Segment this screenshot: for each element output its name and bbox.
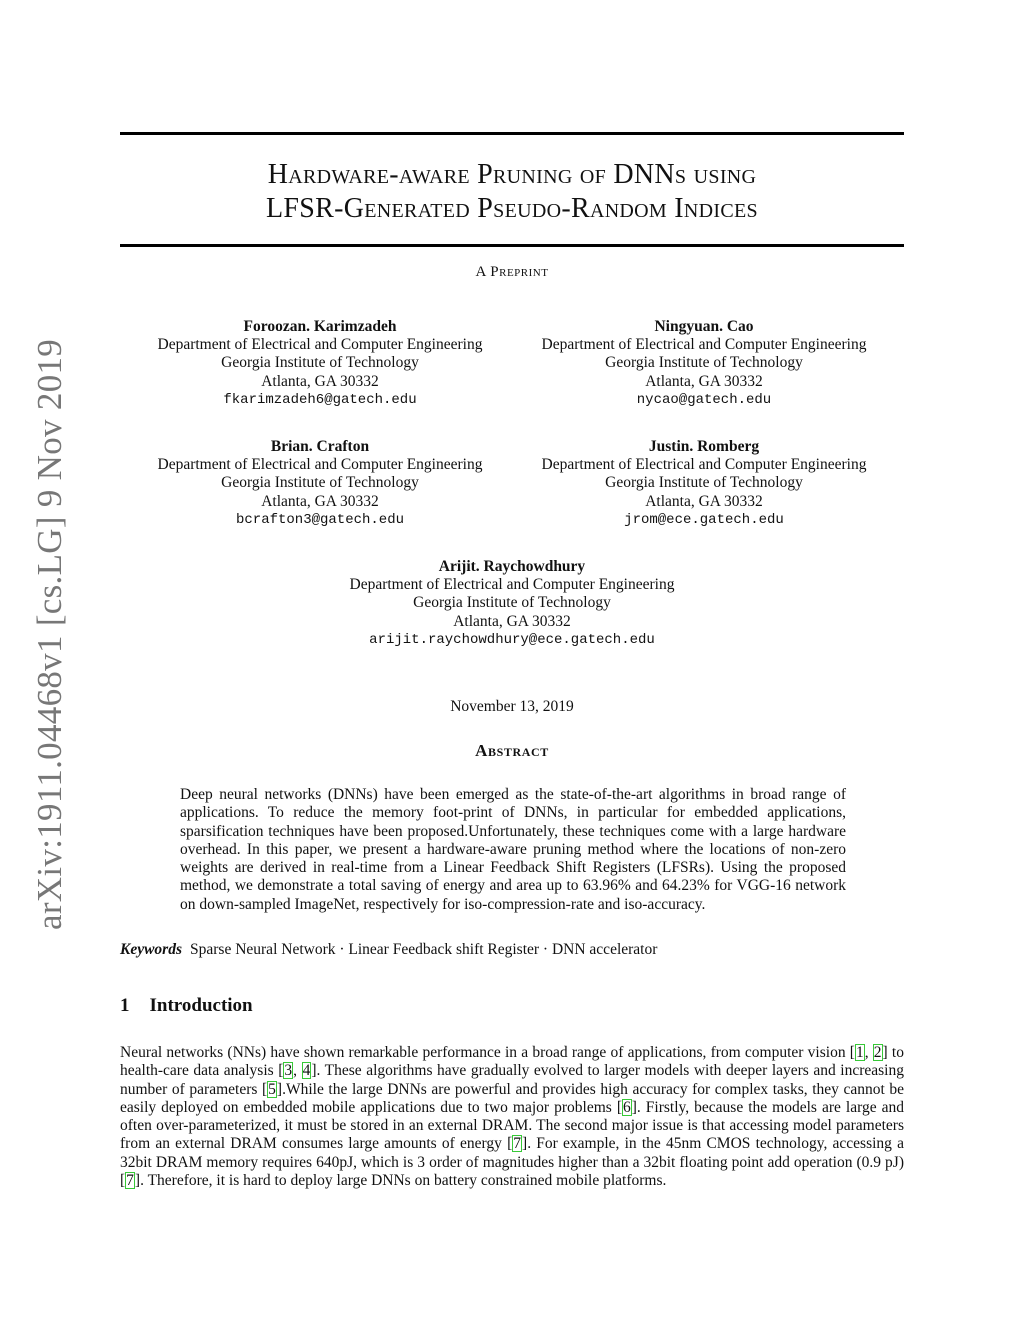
text-run: [ — [278, 1062, 284, 1080]
author-address: Atlanta, GA 30332 — [645, 492, 763, 510]
author-email[interactable]: jrom@ece.gatech.edu — [624, 511, 784, 528]
keywords-label: Keywords — [120, 941, 182, 958]
text-run: . Therefore, it is hard to deploy large DNNs on battery constrained mobile platforms. — [140, 1172, 667, 1190]
author-name: Brian. Crafton — [270, 438, 370, 455]
author-block — [514, 438, 894, 529]
author-department: Department of Electrical and Computer Engineering — [157, 456, 483, 474]
author-department: Department of Electrical and Computer Engineering — [349, 576, 675, 594]
text-run: ] — [522, 1135, 528, 1153]
author-address: Atlanta, GA 30332 — [645, 372, 763, 390]
section-title: Introduction — [149, 995, 253, 1016]
section-number: 1 — [120, 995, 130, 1016]
author-institution: Georgia Institute of Technology — [221, 354, 419, 372]
title-bottom-rule — [120, 244, 904, 247]
text-run: to health-care data analysis — [120, 1044, 904, 1080]
text-run: ] — [631, 1098, 637, 1116]
text-run: ] — [276, 1080, 283, 1098]
text-run: [ — [616, 1098, 622, 1116]
author-department: Department of Electrical and Computer Engineering — [157, 336, 483, 354]
title-top-rule — [120, 132, 904, 135]
preprint-label: A Preprint — [475, 264, 549, 280]
author-name: Ningyuan. Cao — [654, 318, 754, 335]
text-run: [ — [507, 1135, 513, 1153]
arxiv-sidebar-stamp: arXiv:1911.04468v1 [cs.LG] 9 Nov 2019 — [30, 338, 69, 930]
citation-link[interactable]: 7 — [126, 1172, 134, 1190]
author-department: Department of Electrical and Computer Engineering — [541, 456, 867, 474]
publication-date: November 13, 2019 — [450, 698, 574, 715]
author-institution: Georgia Institute of Technology — [605, 474, 803, 492]
introduction-paragraph — [120, 1044, 904, 1190]
author-block — [130, 318, 510, 409]
author-institution: Georgia Institute of Technology — [605, 354, 803, 372]
text-run: [ — [120, 1172, 126, 1190]
text-run: . Firstly, because the models are large and often over-parameterized, it must be stored in an external DRAM. The second major issue is that accessing model parameters from an external DRAM consumes large amounts of energy — [120, 1098, 904, 1153]
author-address: Atlanta, GA 30332 — [261, 372, 379, 390]
author-block — [514, 318, 894, 409]
author-email[interactable]: fkarimzadeh6@gatech.edu — [223, 391, 417, 408]
text-run: . For example, in the 45nm CMOS technology, accessing a 32bit DRAM memory requires 640pJ, which is 3 order of magnitudes higher than a 32bit floating point add operation (0.9 pJ) — [120, 1135, 904, 1171]
citation-link[interactable]: 7 — [513, 1135, 522, 1153]
citation-link[interactable]: 1 — [855, 1044, 864, 1061]
text-run: , — [293, 1062, 302, 1080]
section-heading-introduction — [120, 995, 253, 1017]
text-run: , — [864, 1044, 873, 1061]
text-run: [ — [849, 1044, 855, 1061]
author-email[interactable]: nycao@gatech.edu — [636, 391, 772, 408]
author-address: Atlanta, GA 30332 — [453, 612, 571, 630]
keywords-text: Sparse Neural Network · Linear Feedback shift Register · DNN accelerator — [190, 941, 658, 958]
keywords-line — [120, 941, 904, 959]
author-name: Foroozan. Karimzadeh — [243, 318, 397, 335]
citation-link[interactable]: 3 — [284, 1062, 293, 1080]
author-name: Arijit. Raychowdhury — [438, 558, 586, 575]
author-email[interactable]: bcrafton3@gatech.edu — [235, 511, 405, 528]
abstract-heading: Abstract — [475, 741, 549, 760]
author-address: Atlanta, GA 30332 — [261, 492, 379, 510]
text-run: ] — [311, 1062, 317, 1080]
text-run: ] — [134, 1172, 141, 1190]
citation-link[interactable]: 5 — [268, 1080, 276, 1098]
citation-link[interactable]: 4 — [302, 1062, 311, 1080]
author-institution: Georgia Institute of Technology — [413, 594, 611, 612]
author-department: Department of Electrical and Computer Engineering — [541, 336, 867, 354]
author-institution: Georgia Institute of Technology — [221, 474, 419, 492]
author-name: Justin. Romberg — [648, 438, 760, 455]
citation-link[interactable]: 6 — [622, 1098, 631, 1116]
text-run: [ — [262, 1080, 268, 1098]
text-run: Neural networks (NNs) have shown remarkable performance in a broad range of applications, from computer vision — [120, 1044, 850, 1061]
author-email[interactable]: arijit.raychowdhury@ece.gatech.edu — [369, 631, 655, 648]
abstract-text: Deep neural networks (DNNs) have been emerged as the state-of-the-art algorithms in broad range of applications. To reduce the memory foot-print of DNNs, in particular for embedded applications, sparsification techniques have been proposed.Unfortunately, these techniques come with a large hardware overhead. In this paper, we present a hardware-aware pruning method where the locations of non-zero weights are derived in real-time from a Linear Feedback Shift Registers (LFSRs). Using the proposed method, we demonstrate a total saving of energy and area up to 63.96% and 64.23% for VGG-16 network on down-sampled ImageNet, respectively for iso-compression-rate and iso-accuracy. — [180, 786, 846, 913]
title-line-2: LFSR-Generated Pseudo-Random Indices — [266, 193, 758, 224]
author-block — [322, 558, 702, 649]
text-run: .While the large DNNs are powerful and provides high accuracy for complex tasks, they cannot be easily deployed on embedded mobile applications due to two major problems — [120, 1080, 904, 1116]
text-run: . These algorithms have gradually evolved to larger models with deeper layers and increasing number of parameters — [120, 1062, 904, 1098]
text-run: ] — [882, 1044, 888, 1061]
paper-title — [120, 158, 904, 226]
author-block — [130, 438, 510, 529]
citation-link[interactable]: 2 — [873, 1044, 882, 1061]
title-line-1: Hardware-aware Pruning of DNNs using — [267, 159, 757, 190]
